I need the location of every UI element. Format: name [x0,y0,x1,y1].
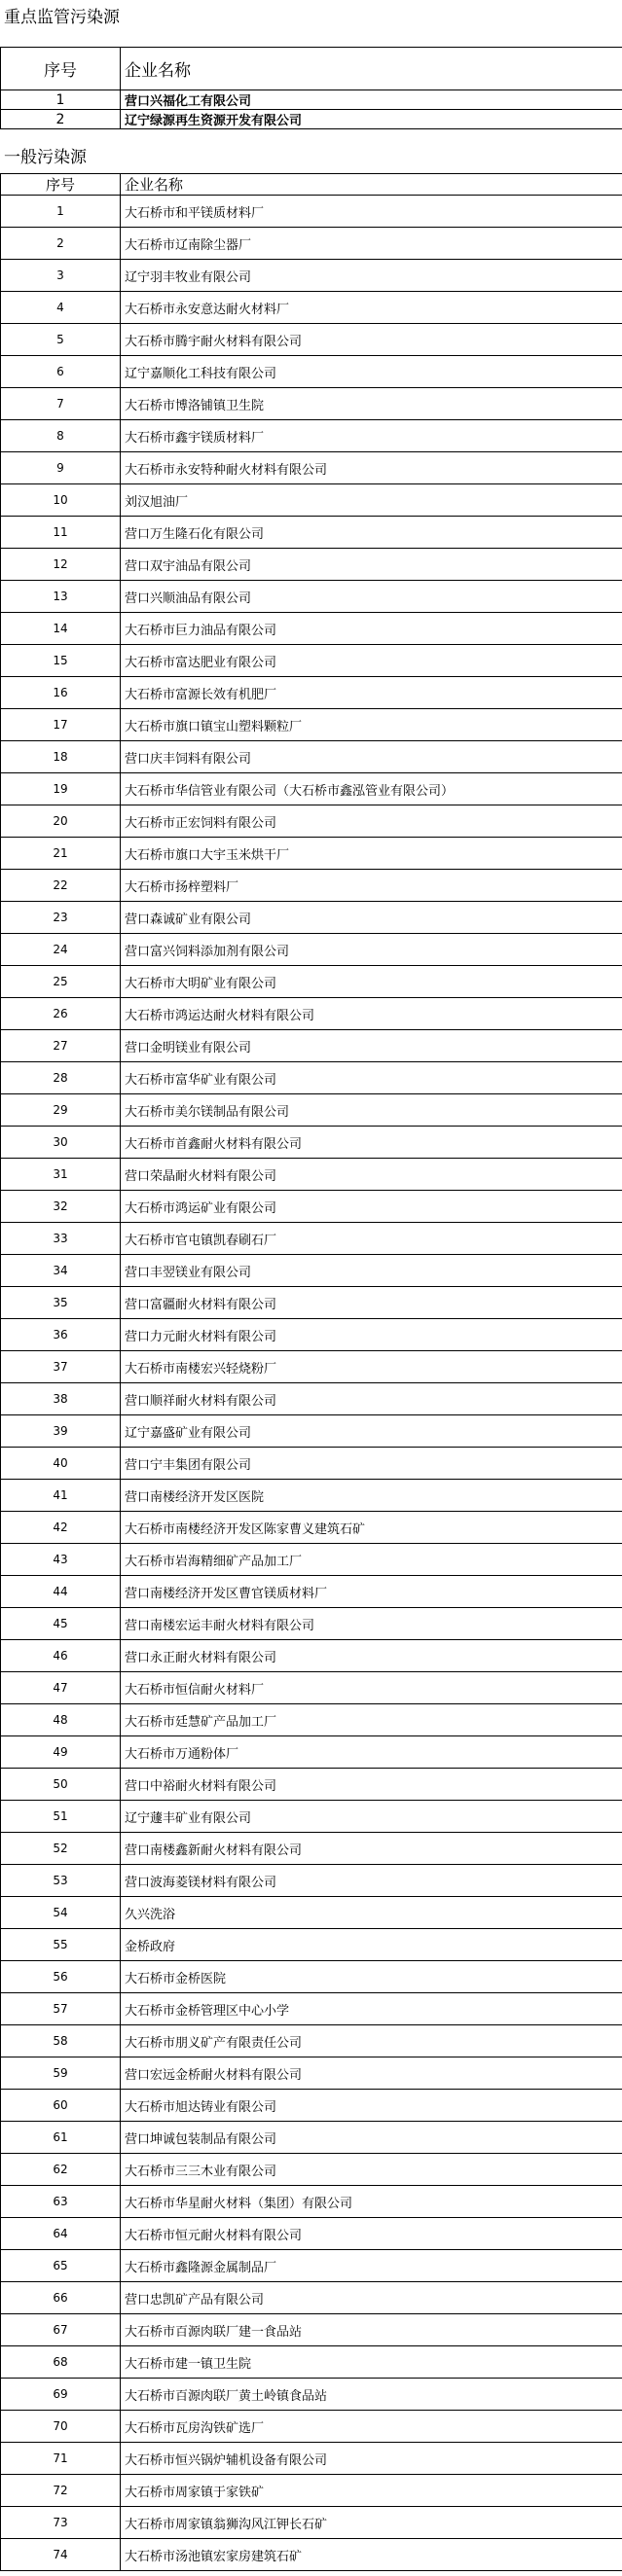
row-index: 41 [1,1480,121,1512]
company-name: 大石桥市百源肉联厂黄土岭镇食品站 [121,2379,622,2411]
row-index: 15 [1,645,121,677]
row-index: 57 [1,1993,121,2025]
company-name: 大石桥市腾宇耐火材料有限公司 [121,324,622,356]
company-name: 营口金明镁业有限公司 [121,1030,622,1062]
table-row [1,1127,622,1159]
table-row [1,1030,622,1062]
company-name: 营口永正耐火材料有限公司 [121,1640,622,1672]
table-row [1,2250,622,2282]
company-name: 营口兴福化工有限公司 [121,90,622,110]
table-row [1,260,622,292]
company-name: 营口忠凯矿产品有限公司 [121,2282,622,2314]
company-name: 大石桥市百源肉联厂建一食品站 [121,2314,622,2346]
company-name: 大石桥市南楼宏兴轻烧粉厂 [121,1351,622,1383]
row-index: 2 [1,110,121,129]
row-index: 2 [1,228,121,260]
company-name: 营口南楼鑫新耐火材料有限公司 [121,1833,622,1865]
table-row [1,2379,622,2411]
table-row [1,484,622,517]
row-index: 56 [1,1961,121,1993]
company-name: 大石桥市建一镇卫生院 [121,2346,622,2379]
company-name: 营口宏远金桥耐火材料有限公司 [121,2057,622,2090]
company-name: 大石桥市美尔镁制品有限公司 [121,1094,622,1127]
general-sources-title: 一般污染源 [4,148,87,167]
company-name: 大石桥市旗口镇宝山塑料颗粒厂 [121,709,622,741]
row-index: 28 [1,1062,121,1094]
company-name: 大石桥市富达肥业有限公司 [121,645,622,677]
row-index: 23 [1,902,121,934]
table-row [1,1576,622,1608]
company-name: 大石桥市鸿运矿业有限公司 [121,1191,622,1223]
company-name: 营口双宇油品有限公司 [121,549,622,581]
company-name: 久兴洗浴 [121,1897,622,1929]
company-name: 辽宁羽丰牧业有限公司 [121,260,622,292]
company-name: 大石桥市鑫隆源金属制品厂 [121,2250,622,2282]
row-index: 36 [1,1319,121,1351]
company-name: 辽宁绿源再生资源开发有限公司 [121,110,622,129]
table-row [1,838,622,870]
row-index: 49 [1,1736,121,1769]
row-index: 68 [1,2346,121,2379]
row-index: 8 [1,420,121,452]
company-name: 大石桥市扬梓塑料厂 [121,870,622,902]
company-name: 大石桥市周家镇翁狮沟风江钾长石矿 [121,2507,622,2539]
table-row [1,870,622,902]
table-row [1,998,622,1030]
row-index: 38 [1,1383,121,1415]
company-name: 大石桥市永安意达耐火材料厂 [121,292,622,324]
row-index: 33 [1,1223,121,1255]
company-name: 营口荣晶耐火材料有限公司 [121,1159,622,1191]
company-name: 大石桥市汤池镇宏家房建筑石矿 [121,2539,622,2571]
key-sources-title: 重点监管污染源 [4,8,120,27]
header-company-name: 企业名称 [121,174,622,196]
table-row [1,1255,622,1287]
row-index: 64 [1,2218,121,2250]
company-name: 大石桥市鸿运达耐火材料有限公司 [121,998,622,1030]
row-index: 18 [1,741,121,773]
company-name: 辽宁嘉顺化工科技有限公司 [121,356,622,388]
table-row [1,110,622,129]
table-row [1,1351,622,1383]
company-name: 营口坤诚包装制品有限公司 [121,2122,622,2154]
company-name: 营口波海菱镁材料有限公司 [121,1865,622,1897]
table-row [1,1833,622,1865]
table-row [1,2411,622,2443]
row-index: 67 [1,2314,121,2346]
table-row [1,2475,622,2507]
row-index: 60 [1,2090,121,2122]
row-index: 40 [1,1448,121,1480]
row-index: 35 [1,1287,121,1319]
row-index: 3 [1,260,121,292]
company-name: 大石桥市旗口大宇玉米烘干厂 [121,838,622,870]
company-name: 大石桥市万通粉体厂 [121,1736,622,1769]
table-row [1,581,622,613]
row-index: 29 [1,1094,121,1127]
company-name: 大石桥市巨力油品有限公司 [121,613,622,645]
company-name: 大石桥市廷慧矿产品加工厂 [121,1704,622,1736]
table-row [1,1383,622,1415]
table-row [1,2090,622,2122]
table-row [1,1223,622,1255]
table-row [1,2122,622,2154]
table-row [1,1961,622,1993]
row-index: 6 [1,356,121,388]
table-row [1,2539,622,2571]
company-name: 大石桥市金桥管理区中心小学 [121,1993,622,2025]
company-name: 大石桥市南楼经济开发区陈家曹义建筑石矿 [121,1512,622,1544]
company-name: 营口南楼宏运丰耐火材料有限公司 [121,1608,622,1640]
row-index: 42 [1,1512,121,1544]
row-index: 46 [1,1640,121,1672]
row-index: 51 [1,1801,121,1833]
company-name: 营口万生隆石化有限公司 [121,517,622,549]
company-name: 营口南楼经济开发区曹官镁质材料厂 [121,1576,622,1608]
table-row [1,709,622,741]
table-row [1,90,622,110]
table-row [1,805,622,838]
table-row [1,1319,622,1351]
company-name: 营口南楼经济开发区医院 [121,1480,622,1512]
company-name: 大石桥市旭达铸业有限公司 [121,2090,622,2122]
table-row [1,1929,622,1961]
company-name: 大石桥市朋义矿产有限责任公司 [121,2025,622,2057]
row-index: 31 [1,1159,121,1191]
general-sources-table [0,173,622,2571]
row-index: 63 [1,2186,121,2218]
row-index: 48 [1,1704,121,1736]
row-index: 70 [1,2411,121,2443]
row-index: 61 [1,2122,121,2154]
table-row [1,1736,622,1769]
table-row [1,1512,622,1544]
row-index: 26 [1,998,121,1030]
company-name: 大石桥市永安特种耐火材料有限公司 [121,452,622,484]
table-row [1,1159,622,1191]
company-name: 大石桥市富源长效有机肥厂 [121,677,622,709]
company-name: 营口森诚矿业有限公司 [121,902,622,934]
row-index: 16 [1,677,121,709]
row-index: 25 [1,966,121,998]
table-row [1,1448,622,1480]
table-row [1,1672,622,1704]
row-index: 43 [1,1544,121,1576]
table-row [1,2282,622,2314]
company-name: 营口力元耐火材料有限公司 [121,1319,622,1351]
row-index: 55 [1,1929,121,1961]
company-name: 大石桥市鑫宇镁质材料厂 [121,420,622,452]
table-header-row [1,48,622,90]
company-name: 大石桥市恒元耐火材料有限公司 [121,2218,622,2250]
row-index: 54 [1,1897,121,1929]
row-index: 19 [1,773,121,805]
table-row [1,677,622,709]
company-name: 辽宁蘧丰矿业有限公司 [121,1801,622,1833]
table-row [1,2443,622,2475]
row-index: 45 [1,1608,121,1640]
company-name: 刘汉旭油厂 [121,484,622,517]
table-row [1,388,622,420]
company-name: 大石桥市官屯镇凯春刷石厂 [121,1223,622,1255]
table-row [1,773,622,805]
company-name: 营口兴顺油品有限公司 [121,581,622,613]
header-index: 序号 [1,48,121,90]
table-row [1,1865,622,1897]
company-name: 辽宁嘉盛矿业有限公司 [121,1415,622,1448]
company-name: 大石桥市瓦房沟铁矿选厂 [121,2411,622,2443]
table-row [1,1480,622,1512]
company-name: 大石桥市大明矿业有限公司 [121,966,622,998]
row-index: 4 [1,292,121,324]
table-row [1,1801,622,1833]
table-row [1,1769,622,1801]
company-name: 营口富兴饲料添加剂有限公司 [121,934,622,966]
table-row [1,1191,622,1223]
table-row [1,2186,622,2218]
table-row [1,2057,622,2090]
row-index: 32 [1,1191,121,1223]
row-index: 30 [1,1127,121,1159]
row-index: 1 [1,196,121,228]
row-index: 73 [1,2507,121,2539]
row-index: 10 [1,484,121,517]
key-sources-table [0,47,622,129]
row-index: 50 [1,1769,121,1801]
table-row [1,966,622,998]
table-header-row [1,174,622,196]
table-row [1,613,622,645]
row-index: 20 [1,805,121,838]
table-row [1,1094,622,1127]
table-row [1,1062,622,1094]
table-row [1,420,622,452]
table-row [1,2218,622,2250]
table-row [1,1640,622,1672]
company-name: 大石桥市博洛铺镇卫生院 [121,388,622,420]
table-row [1,324,622,356]
company-name: 营口丰翌镁业有限公司 [121,1255,622,1287]
table-row [1,1897,622,1929]
company-name: 大石桥市恒信耐火材料厂 [121,1672,622,1704]
company-name: 大石桥市恒兴锅炉辅机设备有限公司 [121,2443,622,2475]
table-row [1,196,622,228]
table-row [1,934,622,966]
table-row [1,549,622,581]
table-row [1,228,622,260]
row-index: 13 [1,581,121,613]
company-name: 大石桥市正宏饲料有限公司 [121,805,622,838]
company-name: 大石桥市周家镇于家铁矿 [121,2475,622,2507]
table-row [1,452,622,484]
table-row [1,1544,622,1576]
company-name: 大石桥市辽南除尘器厂 [121,228,622,260]
table-row [1,356,622,388]
company-name: 大石桥市首鑫耐火材料有限公司 [121,1127,622,1159]
row-index: 72 [1,2475,121,2507]
row-index: 11 [1,517,121,549]
row-index: 71 [1,2443,121,2475]
row-index: 58 [1,2025,121,2057]
row-index: 14 [1,613,121,645]
row-index: 74 [1,2539,121,2571]
row-index: 59 [1,2057,121,2090]
company-name: 大石桥市富华矿业有限公司 [121,1062,622,1094]
table-row [1,1704,622,1736]
row-index: 34 [1,1255,121,1287]
row-index: 62 [1,2154,121,2186]
row-index: 39 [1,1415,121,1448]
row-index: 53 [1,1865,121,1897]
table-row [1,1415,622,1448]
row-index: 5 [1,324,121,356]
company-name: 营口庆丰饲料有限公司 [121,741,622,773]
table-row [1,645,622,677]
row-index: 47 [1,1672,121,1704]
company-name: 大石桥市和平镁质材料厂 [121,196,622,228]
table-row [1,517,622,549]
company-name: 营口宁丰集团有限公司 [121,1448,622,1480]
table-row [1,2507,622,2539]
row-index: 9 [1,452,121,484]
company-name: 大石桥市华星耐火材料（集团）有限公司 [121,2186,622,2218]
company-name: 营口顺祥耐火材料有限公司 [121,1383,622,1415]
company-name: 大石桥市三三木业有限公司 [121,2154,622,2186]
row-index: 69 [1,2379,121,2411]
table-row [1,2314,622,2346]
row-index: 65 [1,2250,121,2282]
table-row [1,292,622,324]
row-index: 12 [1,549,121,581]
row-index: 21 [1,838,121,870]
table-row [1,902,622,934]
row-index: 52 [1,1833,121,1865]
company-name: 营口富疆耐火材料有限公司 [121,1287,622,1319]
row-index: 7 [1,388,121,420]
row-index: 37 [1,1351,121,1383]
table-row [1,1287,622,1319]
row-index: 27 [1,1030,121,1062]
row-index: 44 [1,1576,121,1608]
company-name: 大石桥市金桥医院 [121,1961,622,1993]
table-row [1,1608,622,1640]
table-row [1,2154,622,2186]
row-index: 66 [1,2282,121,2314]
header-company-name: 企业名称 [121,48,622,90]
row-index: 1 [1,90,121,110]
company-name: 金桥政府 [121,1929,622,1961]
company-name: 大石桥市岩海精细矿产品加工厂 [121,1544,622,1576]
company-name: 大石桥市华信管业有限公司（大石桥市鑫泓管业有限公司） [121,773,622,805]
table-row [1,2346,622,2379]
row-index: 22 [1,870,121,902]
table-row [1,1993,622,2025]
header-index: 序号 [1,174,121,196]
row-index: 17 [1,709,121,741]
table-row [1,2025,622,2057]
row-index: 24 [1,934,121,966]
table-row [1,741,622,773]
company-name: 营口中裕耐火材料有限公司 [121,1769,622,1801]
